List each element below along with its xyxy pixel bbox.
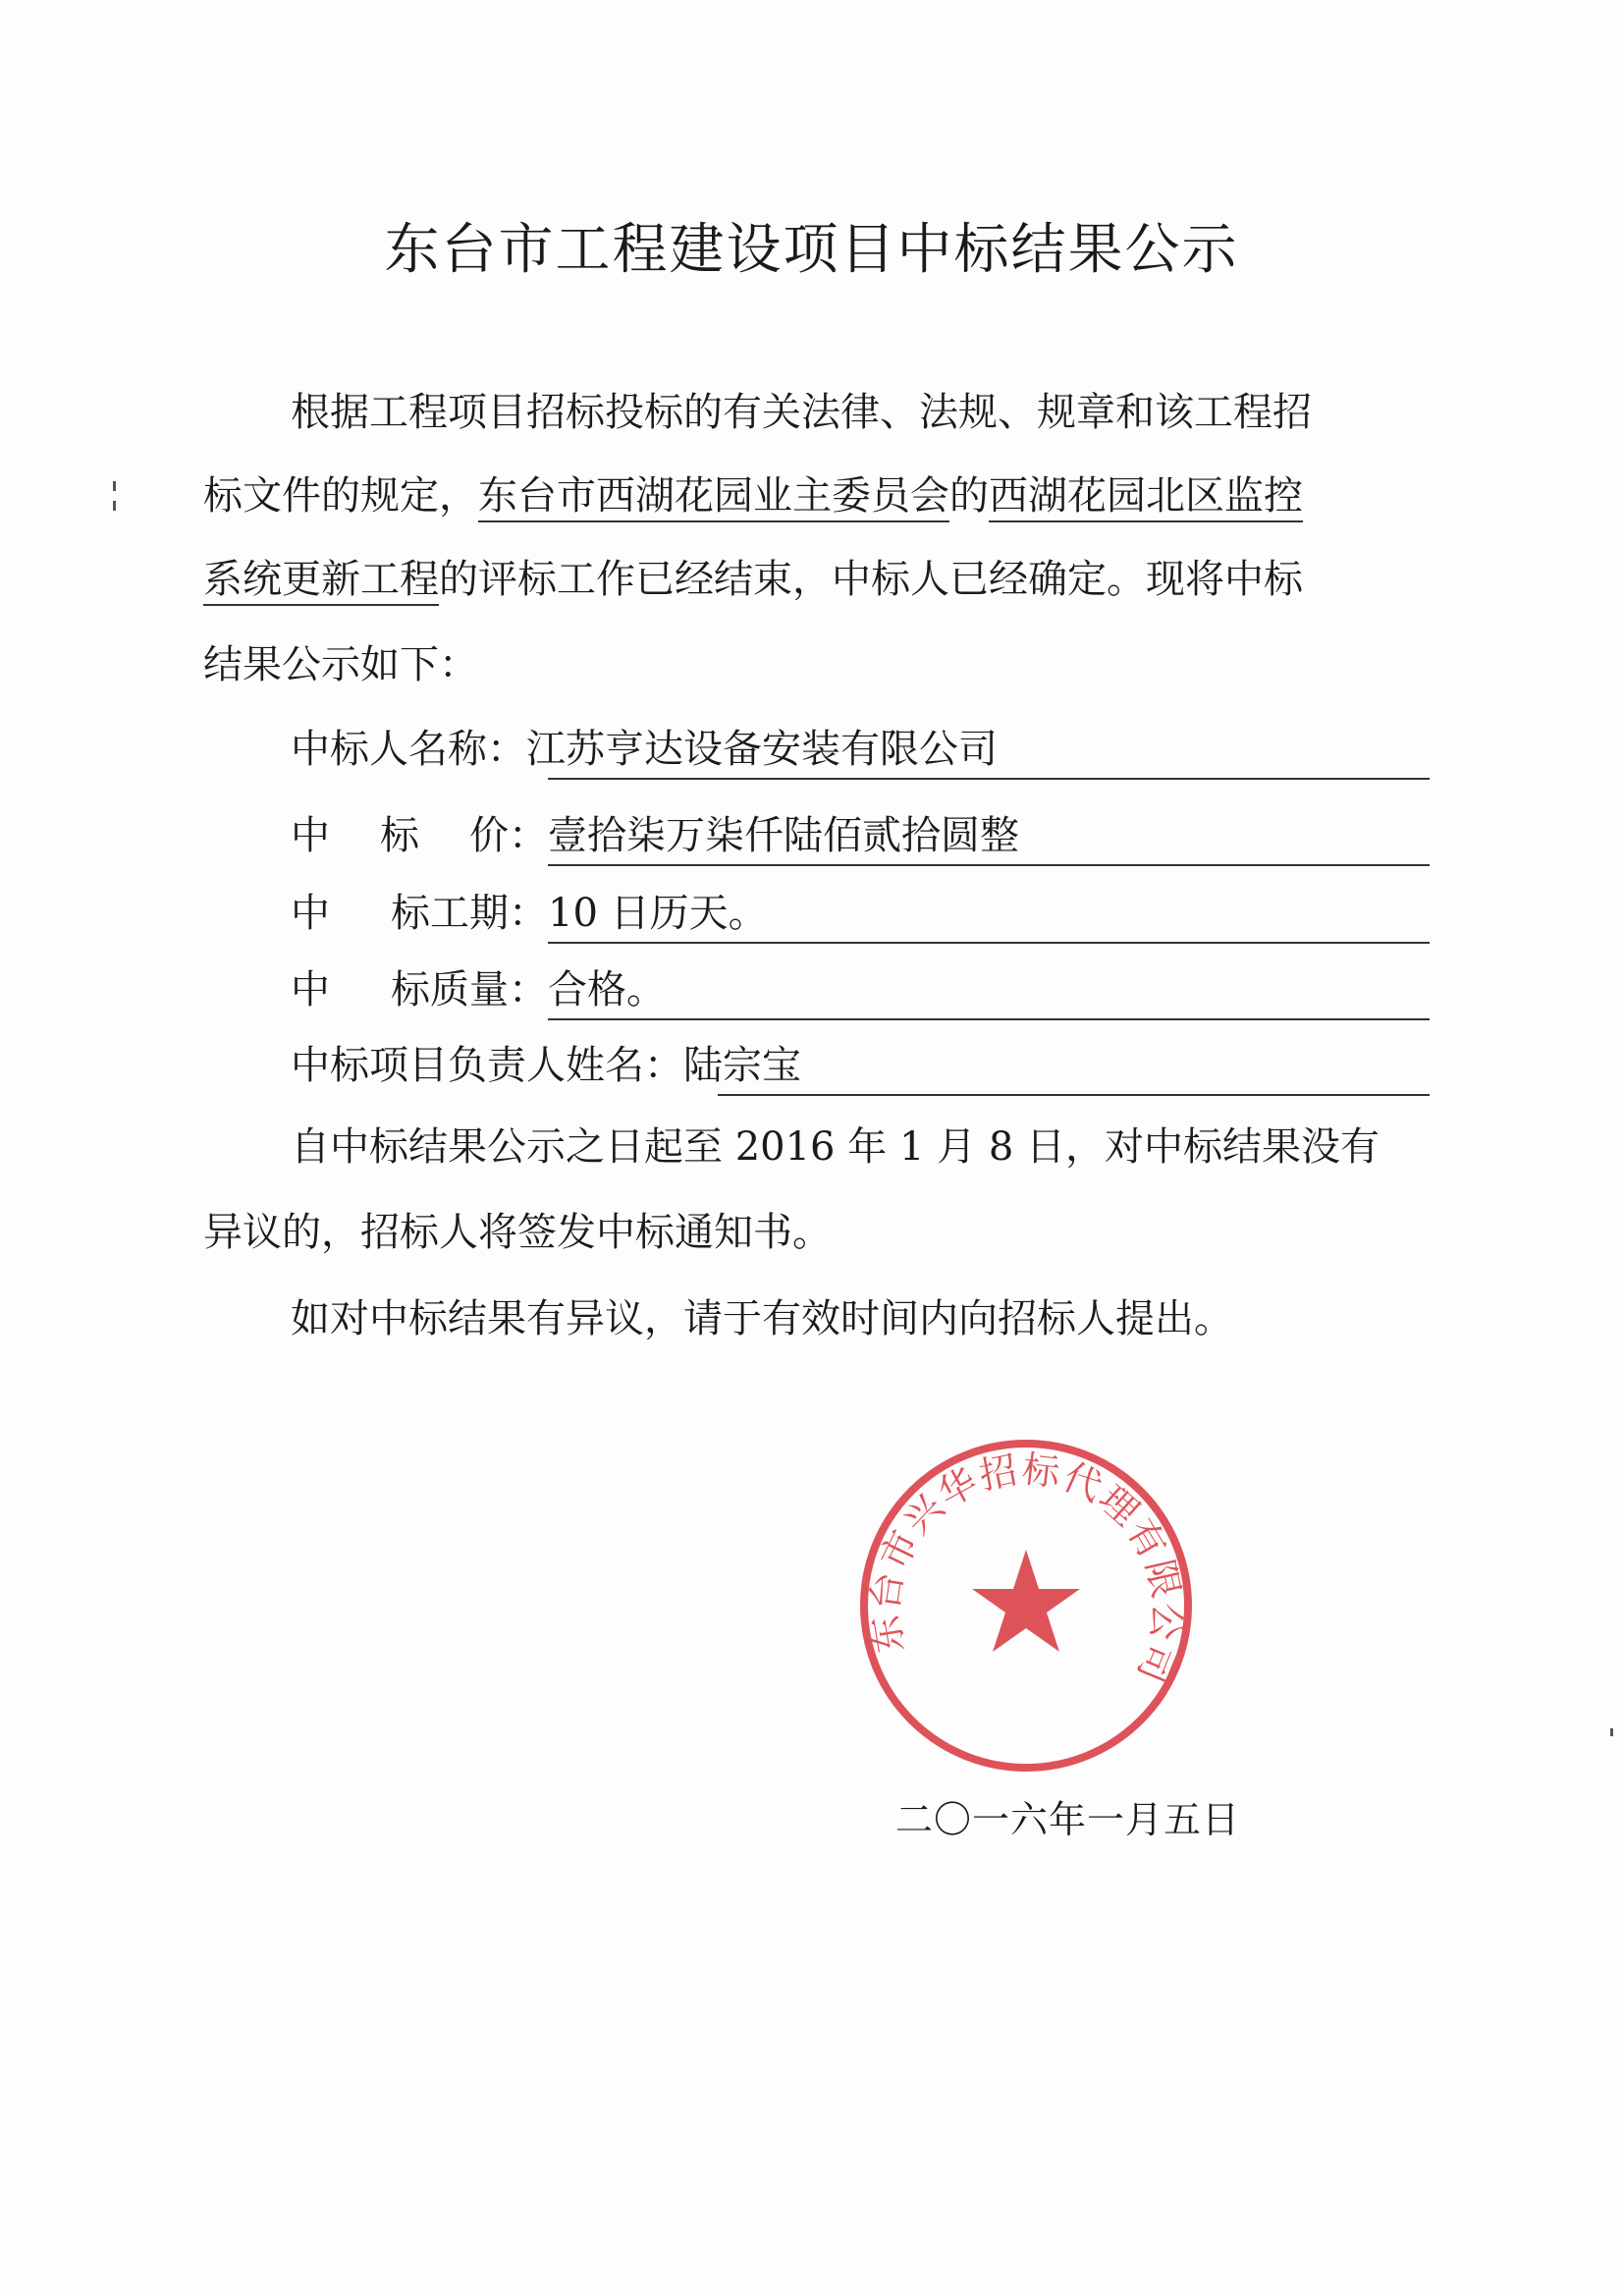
scan-mark <box>113 501 116 511</box>
document-title: 东台市工程建设项目中标结果公示 <box>384 218 1239 282</box>
price-field <box>291 811 1430 860</box>
price-value: 壹拾柒万柒仟陆佰贰拾圆整 <box>548 813 1019 858</box>
intro-line-2-prefix: 标文件的规定， <box>203 473 478 519</box>
price-underline <box>548 864 1430 866</box>
notice-line-2-text: 异议的，招标人将签发中标通知书。 <box>203 1210 832 1255</box>
notice-line-3-text: 如对中标结果有异议，请于有效时间内向招标人提出。 <box>291 1296 1233 1341</box>
scan-mark <box>113 481 116 491</box>
period-label-char-1: 中 <box>291 891 330 936</box>
intro-line-3-text: 的评标工作已经结束，中标人已经确定。现将中标 <box>439 557 1303 602</box>
tenderer-name: 东台市西湖花园业主委员会 <box>478 473 949 522</box>
intro-line-2 <box>203 471 1303 520</box>
manager-value: 陆宗宝 <box>683 1043 801 1088</box>
intro-line-4-text: 结果公示如下： <box>203 642 478 687</box>
quality-label-char-1: 中 <box>291 967 330 1012</box>
winner-field <box>291 725 1430 774</box>
notice-line-1 <box>291 1122 1380 1172</box>
notice-line-2 <box>203 1208 832 1257</box>
seal-star-icon <box>972 1550 1080 1652</box>
period-label <box>291 889 548 938</box>
manager-label: 中标项目负责人姓名： <box>291 1043 683 1088</box>
quality-underline <box>548 1018 1430 1020</box>
notice-line-3 <box>291 1294 1233 1343</box>
manager-field <box>291 1041 1430 1090</box>
manager-underline <box>718 1094 1430 1096</box>
price-label-char-2: 标 <box>380 813 419 858</box>
notice-line-1-text: 自中标结果公示之日起至 2016 年 1 月 8 日，对中标结果没有 <box>291 1124 1380 1170</box>
seal-text: 东台市兴华招标代理有限公司 <box>862 1447 1190 1691</box>
winner-underline <box>548 778 1430 780</box>
period-label-rest: 标工期： <box>391 891 548 936</box>
winner-label: 中标人名称： <box>291 727 526 772</box>
document-date: 二〇一六年一月五日 <box>895 1798 1241 1841</box>
intro-line-1-text: 根据工程项目招标投标的有关法律、法规、规章和该工程招 <box>291 390 1312 435</box>
period-underline <box>548 942 1430 944</box>
quality-label-rest: 标质量： <box>391 967 548 1012</box>
winner-value: 江苏亨达设备安装有限公司 <box>526 727 998 772</box>
intro-line-4 <box>203 640 478 689</box>
project-name-part-1: 西湖花园北区监控 <box>989 473 1303 522</box>
price-label <box>291 811 548 860</box>
quality-value: 合格。 <box>548 967 666 1012</box>
quality-field <box>291 965 1430 1014</box>
intro-line-1 <box>291 388 1312 437</box>
official-seal <box>854 1434 1198 1777</box>
period-field <box>291 889 1430 938</box>
price-label-char-3: 价： <box>469 813 548 858</box>
price-label-char-1: 中 <box>291 813 330 858</box>
period-value: 10 日历天。 <box>548 891 768 936</box>
intro-line-2-mid: 的 <box>949 473 989 519</box>
scan-mark <box>1610 1728 1613 1736</box>
intro-line-3 <box>203 555 1303 604</box>
quality-label <box>291 965 548 1014</box>
project-name-part-2: 系统更新工程 <box>203 557 439 606</box>
